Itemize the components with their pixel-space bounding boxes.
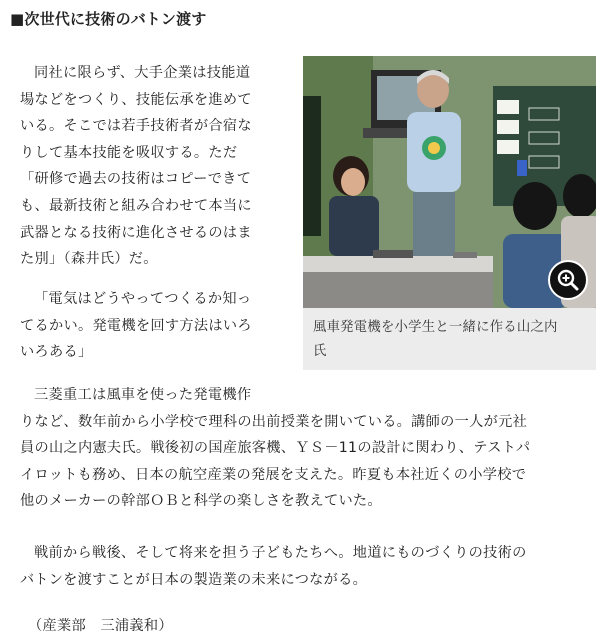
text-line: てるかい。発電機を回す方法はいろ xyxy=(20,317,252,334)
section-heading: ■次世代に技術のバトン渡す xyxy=(10,10,207,28)
zoom-button[interactable] xyxy=(548,260,588,300)
text-line: 員の山之内憲夫氏。戦後初の国産旅客機、ＹＳ－11の設計に関わり、テストパ xyxy=(20,440,531,457)
byline: （産業部 三浦義和） xyxy=(28,618,173,634)
text-line: 三菱重工は風車を使った発電機作 xyxy=(34,387,252,403)
text-line: りして基本技能を吸収する。ただ xyxy=(20,144,238,161)
text-line: イロットも務め、日本の航空産業の発展を支えた。昨夏も本社近くの小学校で xyxy=(20,466,527,483)
text-line: 「研修で過去の技術はコピーできて xyxy=(20,171,252,188)
article-photo[interactable] xyxy=(303,56,596,308)
text-line: いる。そこでは若手技術者が合宿な xyxy=(20,118,252,135)
paragraph-3 xyxy=(20,382,600,515)
text-line: バトンを渡すことが日本の製造業の未来につながる。 xyxy=(20,571,368,588)
text-line: 他のメーカーの幹部ＯＢと科学の楽しさを教えていた。 xyxy=(20,493,382,510)
paragraph-1 xyxy=(20,60,290,273)
text-line: 同社に限らず、大手企業は技能道 xyxy=(34,65,251,81)
text-line: いろある」 xyxy=(20,344,93,361)
text-line: 場などをつくり、技能伝承を進めて xyxy=(20,91,252,108)
text-line: も、最新技術と組み合わせて本当に xyxy=(20,197,252,214)
text-line: 戦前から戦後、そして将来を担う子どもたちへ。地道にものづくりの技術の xyxy=(34,545,527,561)
zoom-in-icon xyxy=(556,268,580,292)
text-line: 武器となる技術に進化させるのはま xyxy=(20,224,252,241)
text-line: りなど、数年前から小学校で理科の出前授業を開いている。講師の一人が元社 xyxy=(20,413,528,430)
caption-line: 氏 xyxy=(313,344,327,359)
photo-caption xyxy=(303,308,596,370)
paragraph-4 xyxy=(20,540,600,593)
text-line: 「電気はどうやってつくるか知っ xyxy=(34,291,252,307)
paragraph-2 xyxy=(20,286,290,366)
caption-line: 風車発電機を小学生と一緒に作る山之内 xyxy=(313,320,558,335)
text-line: た別」（森井氏）だ。 xyxy=(20,251,158,268)
